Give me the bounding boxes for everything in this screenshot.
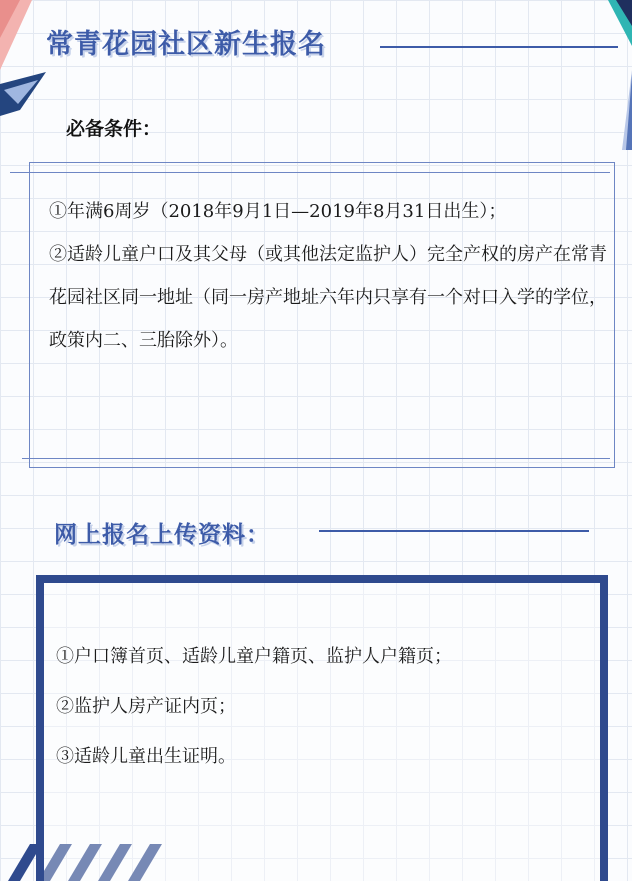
upload-heading: 网上报名上传资料： <box>54 522 270 548</box>
requirement-item-2: ②适龄儿童户口及其父母（或其他法定监护人）完全产权的房产在常青花园社区同一地址（同一房产地址六年内只享有一个对口入学的学位，政策内二、三胎除外）。 <box>49 244 607 351</box>
title-divider-line <box>380 46 618 48</box>
upload-item-1: ①户口簿首页、适龄儿童户籍页、监护人户籍页； <box>56 646 452 667</box>
upload-divider-line <box>319 530 589 532</box>
requirements-frame-top-rule <box>10 172 610 173</box>
page-title: 常青花园社区新生报名 <box>46 29 326 60</box>
requirement-item-1: ①年满6周岁（2018年9月1日—2019年8月31日出生）； <box>49 201 507 222</box>
upload-item-2: ②监护人房产证内页； <box>56 696 236 717</box>
requirements-heading: 必备条件： <box>66 118 162 140</box>
corner-decoration-top-right <box>596 0 632 150</box>
upload-materials-list <box>56 632 596 782</box>
requirements-text <box>49 190 621 362</box>
upload-item-3: ③适龄儿童出生证明。 <box>56 746 236 767</box>
requirements-frame-bottom-rule <box>22 458 610 459</box>
